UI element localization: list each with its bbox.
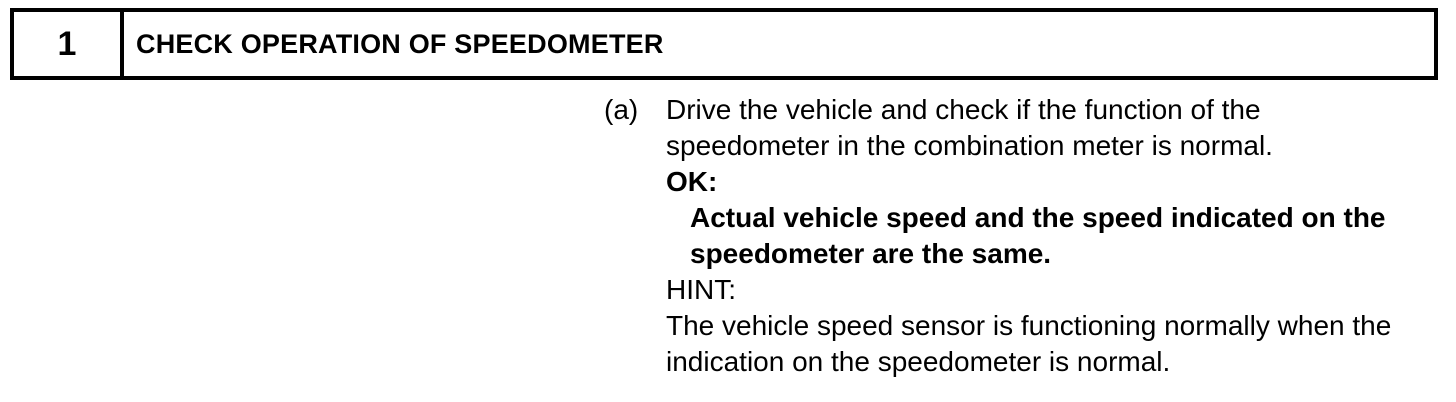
hint-label: HINT: xyxy=(666,274,736,305)
sub-step-content xyxy=(666,92,1414,380)
step-title: CHECK OPERATION OF SPEEDOMETER xyxy=(136,28,664,59)
step-number: 1 xyxy=(14,12,124,76)
step-header xyxy=(10,8,1438,80)
hint-text: The vehicle speed sensor is functioning normally when the indication on the speedometer is normal. xyxy=(666,310,1392,377)
ok-label: OK: xyxy=(666,166,718,197)
step-body xyxy=(604,92,1414,380)
sub-step-label: (a) xyxy=(604,94,639,125)
instruction-text: Drive the vehicle and check if the function of the speedometer in the combination meter is normal. xyxy=(666,94,1273,161)
ok-criteria-text: Actual vehicle speed and the speed indicated on the speedometer are the same. xyxy=(690,202,1386,269)
sub-step-a xyxy=(604,92,1414,380)
